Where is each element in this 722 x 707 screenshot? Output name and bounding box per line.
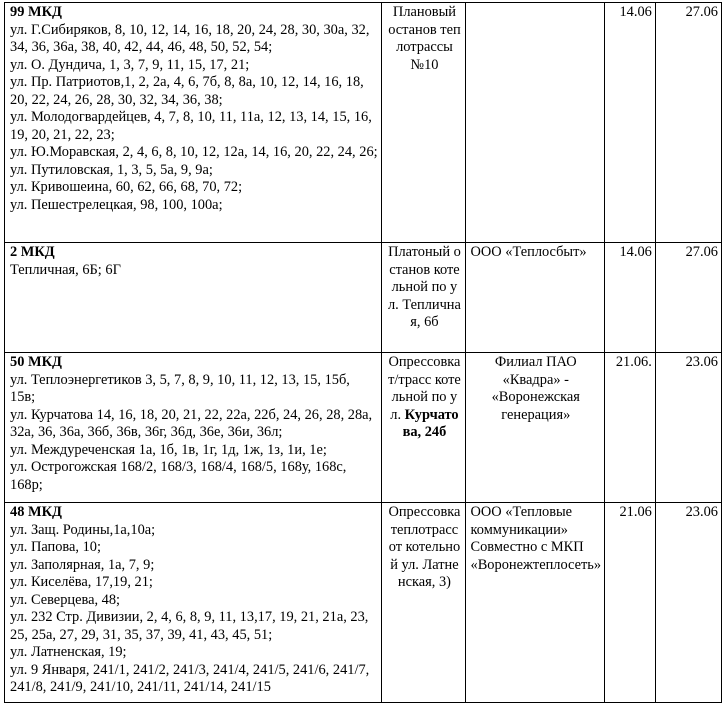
start-date-cell <box>605 353 656 503</box>
organization-text: Филиал ПАО «Квадра» - «Воронежская генерация» <box>491 354 580 423</box>
work-type-cell <box>382 3 465 243</box>
address-line: ул. Защ. Родины,1а,10а; <box>10 521 156 538</box>
address-line: ул. Путиловская, 1, 3, 5, 5а, 9, 9а; <box>10 161 213 178</box>
address-line: ул. Кривошеина, 60, 62, 66, 68, 70, 72; <box>10 179 243 195</box>
start-date: 21.06. <box>615 354 652 370</box>
addresses-cell <box>5 353 382 503</box>
table-row <box>5 243 722 353</box>
outage-schedule-table <box>4 2 722 703</box>
address-line: ул. Теплоэнергетиков 3, 5, 7, 8, 9, 10, 11, 12, 13, 15, 15б, 15в; <box>10 371 350 405</box>
work-type-text: Опрессовка т/трасс котельной по ул. <box>388 354 461 423</box>
address-line: ул. Киселёва, 17,19, 21; <box>10 574 153 590</box>
organization-cell <box>465 3 605 243</box>
building-count: 2 МКД <box>10 244 55 260</box>
address-line: ул. 9 Января, 241/1, 241/2, 241/3, 241/4, 241/5, 241/6, 241/7, 241/8, 241/9, 241/10, 241/11, 241/14, 241/15 <box>10 661 370 695</box>
organization-text: ООО «Тепловые коммуникации» <box>470 504 573 538</box>
organization-text: ООО «Теплосбыт» <box>470 244 587 260</box>
address-line: ул. О. Дундича, 1, 3, 7, 9, 11, 15, 17, 21; <box>10 56 250 73</box>
address-line: ул. Г.Сибиряков, 8, 10, 12, 14, 16, 18, 20, 24, 28, 30, 30а, 32, 34, 36, 36а, 38, 40, 42, 44, 46, 48, 50, 52, 54; <box>10 21 370 55</box>
addresses-cell <box>5 503 382 703</box>
organization-cell <box>465 243 605 353</box>
addresses-cell <box>5 243 382 353</box>
start-date-cell <box>605 243 656 353</box>
address-line: ул. Пешестрелецкая, 98, 100, 100а; <box>10 196 223 213</box>
address-line: ул. Ю.Моравская, 2, 4, 6, 8, 10, 12, 12а, 14, 16, 20, 22, 24, 26; <box>10 144 378 160</box>
address-line: ул. Заполярная, 1а, 7, 9; <box>10 556 155 573</box>
end-date-cell <box>655 353 721 503</box>
table-row <box>5 3 722 243</box>
end-date: 23.06 <box>685 504 718 520</box>
organization-cell <box>465 353 605 503</box>
work-type-text: Плановый останов теплотрассы №10 <box>388 4 461 73</box>
address-line: ул. Курчатова 14, 16, 18, 20, 21, 22, 22а, 22б, 24, 26, 28, 28а, 32а, 36, 36а, 36б, 36в, 36г, 36д, 36е, 36и, 36л; <box>10 406 373 440</box>
organization-text: Совместно с МКП «Воронежтеплосеть» <box>470 539 602 573</box>
table-row <box>5 503 722 703</box>
end-date: 27.06 <box>685 244 718 260</box>
address-line: ул. Пр. Патриотов,1, 2, 2а, 4, 6, 7б, 8, 8а, 10, 12, 14, 16, 18, 20, 22, 24, 26, 28, 30, 32, 34, 36, 38; <box>10 74 364 108</box>
start-date: 14.06 <box>619 4 652 20</box>
building-count: 48 МКД <box>10 504 62 520</box>
organization-cell <box>465 503 605 703</box>
start-date-cell <box>605 503 656 703</box>
start-date: 14.06 <box>619 244 652 260</box>
address-line: Тепличная, 6Б; 6Г <box>10 261 121 278</box>
work-type-text: Опрессовка теплотрасс от котельной ул. Латненская, 3) <box>388 504 461 590</box>
address-line: ул. 232 Стр. Дивизии, 2, 4, 6, 8, 9, 11, 13,17, 19, 21, 21а, 23, 25, 25а, 27, 29, 31, 35, 37, 39, 41, 43, 45, 51; <box>10 609 369 643</box>
addresses-cell <box>5 3 382 243</box>
end-date-cell <box>655 243 721 353</box>
address-line: ул. Латненская, 19; <box>10 644 127 660</box>
end-date: 23.06 <box>685 354 718 370</box>
building-count: 99 МКД <box>10 4 62 20</box>
end-date-cell <box>655 3 721 243</box>
end-date-cell <box>655 503 721 703</box>
building-count: 50 МКД <box>10 354 62 370</box>
start-date: 21.06 <box>619 504 652 520</box>
address-line: ул. Острогожская 168/2, 168/3, 168/4, 168/5, 168у, 168с, 168р; <box>10 459 347 493</box>
work-type-cell <box>382 503 465 703</box>
work-type-cell <box>382 353 465 503</box>
work-type-text: Платоный останов котельной по ул. Тепличная, 6б <box>387 244 461 330</box>
address-line: ул. Междуреченская 1а, 1б, 1в, 1г, 1д, 1ж, 1з, 1и, 1е; <box>10 441 327 458</box>
address-line: ул. Молодогвардейцев, 4, 7, 8, 10, 11, 11а, 12, 13, 14, 15, 16, 19, 20, 21, 22, 23; <box>10 109 372 143</box>
work-type-cell <box>382 243 465 353</box>
start-date-cell <box>605 3 656 243</box>
work-location-bold: Курчатова, 24б <box>402 406 459 440</box>
address-line: ул. Папова, 10; <box>10 539 102 555</box>
table-row <box>5 353 722 503</box>
address-line: ул. Северцева, 48; <box>10 591 121 608</box>
end-date: 27.06 <box>685 4 718 20</box>
